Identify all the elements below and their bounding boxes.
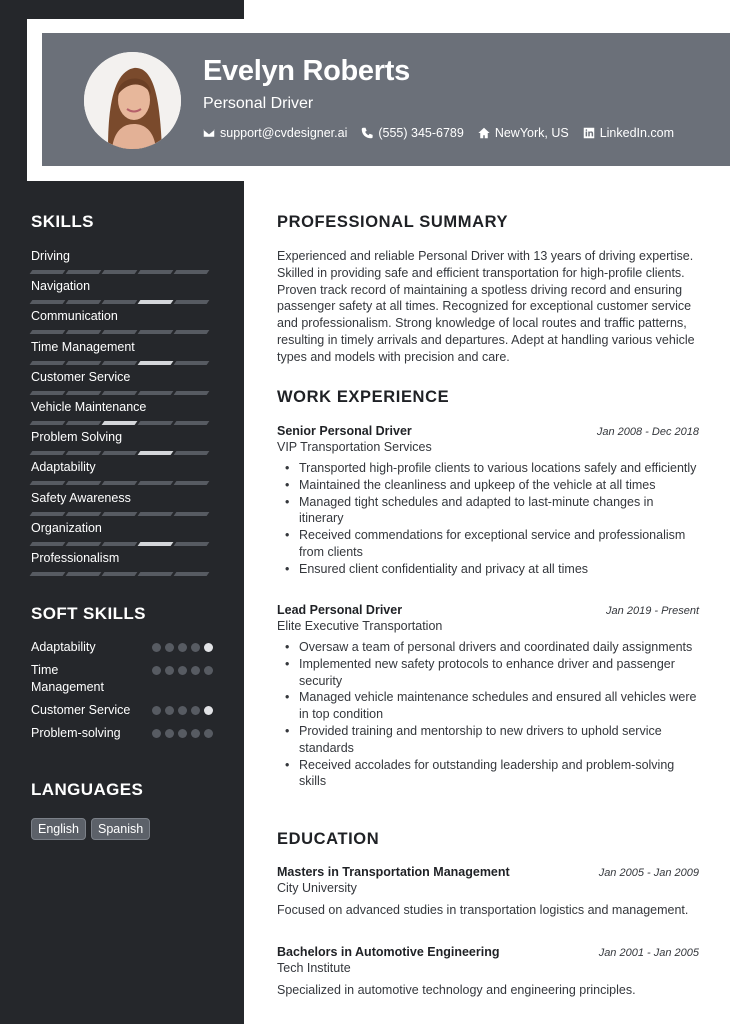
summary-text: Experienced and reliable Personal Driver with 13 years of driving expertise. Skilled in providing safe and efficient transportation for high-profile clients. Proven track record of maintaining a spotless driving record and ensuring passenger safety at all times. Recognized for exceptional customer service and professionalism. Strong knowledge of local routes and traffic patterns, resulting in timely arrivals and departures. Adept at handling various vehicle types and models with precision and care.	[277, 249, 695, 364]
languages-heading: LANGUAGES	[31, 780, 144, 799]
rating-dot	[191, 729, 200, 738]
rating-dot	[165, 729, 174, 738]
soft-skills-heading: SOFT SKILLS	[31, 604, 146, 623]
skill-level-segment	[174, 542, 210, 546]
skill-level-segment	[102, 300, 138, 304]
skill-level-segment	[30, 300, 66, 304]
rating-dot	[165, 666, 174, 675]
education-date: Jan 2005 - Jan 2009	[598, 867, 699, 879]
skill-level-bar	[31, 572, 213, 576]
skill-level-segment	[174, 421, 210, 425]
soft-skill-label: Adaptability	[31, 640, 96, 654]
skill-level-segment	[102, 481, 138, 485]
skill-item	[31, 369, 213, 399]
contact-linkedin[interactable]	[583, 126, 674, 140]
skill-level-segment	[30, 330, 66, 334]
skill-level-bar	[31, 300, 213, 304]
contact-phone-text: (555) 345-6789	[378, 126, 464, 140]
skill-item	[31, 248, 213, 278]
soft-skill-rating	[152, 725, 213, 742]
skill-level-segment	[102, 451, 138, 455]
degree-title: Masters in Transportation Management	[277, 865, 510, 879]
skill-level-segment	[174, 512, 210, 516]
skill-level-segment	[66, 361, 102, 365]
skill-level-bar	[31, 361, 213, 365]
rating-dot	[152, 729, 161, 738]
job-entry	[277, 424, 699, 578]
soft-skill-label: Problem-solving	[31, 726, 121, 740]
linkedin-icon	[583, 127, 595, 139]
skill-level-segment	[174, 361, 210, 365]
job-bullets	[277, 460, 699, 578]
skill-level-segment	[102, 361, 138, 365]
contact-list	[203, 126, 674, 140]
contact-email[interactable]	[203, 126, 347, 140]
job-bullet: • Ensured client confidentiality and privacy at all times	[277, 561, 699, 578]
skill-level-segment	[174, 270, 210, 274]
skill-item	[31, 459, 213, 489]
skill-level-segment	[30, 572, 66, 576]
skill-level-bar	[31, 330, 213, 334]
skill-item	[31, 278, 213, 308]
avatar	[84, 52, 181, 149]
skill-level-segment	[66, 330, 102, 334]
contact-phone[interactable]	[361, 126, 463, 140]
institution: City University	[277, 881, 357, 895]
soft-skill-rating	[152, 662, 213, 696]
skills-list	[31, 248, 213, 580]
skill-level-segment	[138, 542, 174, 546]
soft-skill-item	[31, 662, 213, 696]
rating-dot	[165, 706, 174, 715]
skill-label: Vehicle Maintenance	[31, 399, 147, 414]
profile-photo	[84, 52, 181, 149]
language-badge: Spanish	[91, 818, 150, 840]
rating-dot	[152, 706, 161, 715]
envelope-icon	[203, 127, 215, 139]
skill-label: Driving	[31, 249, 70, 263]
skill-label: Safety Awareness	[31, 490, 131, 505]
skill-level-segment	[138, 481, 174, 485]
education-description: Focused on advanced studies in transportation logistics and management.	[277, 903, 689, 917]
skill-level-segment	[174, 451, 210, 455]
skill-level-segment	[102, 512, 138, 516]
job-bullet: • Managed tight schedules and adapted to last-minute changes in itinerary	[277, 494, 699, 528]
rating-dot	[204, 729, 213, 738]
skill-level-segment	[66, 300, 102, 304]
skill-level-segment	[138, 572, 174, 576]
skill-level-segment	[174, 391, 210, 395]
summary-heading: PROFESSIONAL SUMMARY	[277, 213, 509, 231]
job-bullet: • Received accolades for outstanding leadership and problem-solving skills	[277, 757, 699, 791]
rating-dot	[191, 643, 200, 652]
candidate-title: Personal Driver	[203, 95, 314, 112]
candidate-name: Evelyn Roberts	[203, 55, 410, 87]
skill-level-segment	[138, 421, 174, 425]
phone-icon	[361, 127, 373, 139]
skill-label: Adaptability	[31, 460, 96, 475]
education-date: Jan 2001 - Jan 2005	[598, 947, 699, 959]
contact-email-text: support@cvdesigner.ai	[220, 126, 348, 140]
rating-dot	[191, 706, 200, 715]
skill-label: Problem Solving	[31, 430, 123, 445]
skill-level-segment	[30, 512, 66, 516]
contact-location	[478, 126, 569, 140]
language-badge: English	[31, 818, 86, 840]
skill-label: Navigation	[31, 279, 91, 294]
skill-level-bar	[31, 270, 213, 274]
skill-label: Time Management	[31, 339, 135, 354]
rating-dot	[178, 729, 187, 738]
skill-item	[31, 429, 213, 459]
skill-level-segment	[138, 300, 174, 304]
job-company: Elite Executive Transportation	[277, 619, 443, 633]
skill-level-segment	[30, 542, 66, 546]
skill-item	[31, 550, 213, 580]
rating-dot	[152, 666, 161, 675]
skill-level-segment	[30, 270, 66, 274]
skill-level-segment	[30, 481, 66, 485]
education-description: Specialized in automotive technology and engineering principles.	[277, 983, 636, 997]
skill-level-segment	[102, 421, 138, 425]
job-bullet: • Implemented new safety protocols to enhance driver and passenger security	[277, 656, 699, 690]
job-title: Senior Personal Driver	[277, 424, 412, 438]
soft-skill-label: Time Management	[31, 663, 104, 694]
job-company: VIP Transportation Services	[277, 440, 432, 454]
skill-level-segment	[30, 421, 66, 425]
skill-item	[31, 520, 213, 550]
rating-dot	[204, 706, 213, 715]
rating-dot	[204, 666, 213, 675]
job-title: Lead Personal Driver	[277, 603, 403, 617]
rating-dot	[152, 643, 161, 652]
soft-skill-label: Customer Service	[31, 703, 131, 717]
institution: Tech Institute	[277, 961, 351, 975]
skill-level-segment	[30, 361, 66, 365]
job-bullet: • Provided training and mentorship to new drivers to uphold service standards	[277, 723, 699, 757]
job-date: Jan 2008 - Dec 2018	[596, 426, 699, 438]
skill-level-segment	[66, 270, 102, 274]
job-bullet: • Maintained the cleanliness and upkeep of the vehicle at all times	[277, 477, 699, 494]
soft-skill-item	[31, 639, 213, 656]
skill-level-segment	[102, 391, 138, 395]
rating-dot	[178, 706, 187, 715]
skill-level-segment	[30, 391, 66, 395]
skills-heading: SKILLS	[31, 212, 94, 231]
skill-level-bar	[31, 421, 213, 425]
skill-level-bar	[31, 391, 213, 395]
job-bullet: • Managed vehicle maintenance schedules and ensured all vehicles were in top condition	[277, 689, 699, 723]
skill-level-bar	[31, 542, 213, 546]
contact-location-text: NewYork, US	[494, 126, 569, 140]
skill-item	[31, 399, 213, 429]
skill-level-segment	[138, 451, 174, 455]
skill-level-segment	[66, 451, 102, 455]
skill-level-segment	[102, 542, 138, 546]
skill-label: Professionalism	[31, 550, 120, 565]
job-bullet: • Transported high-profile clients to various locations safely and efficiently	[277, 460, 699, 477]
skill-level-segment	[138, 330, 174, 334]
skill-level-segment	[66, 542, 102, 546]
soft-skill-rating	[152, 702, 213, 719]
skill-level-segment	[174, 481, 210, 485]
skill-level-segment	[174, 300, 210, 304]
skill-item	[31, 308, 213, 338]
degree-title: Bachelors in Automotive Engineering	[277, 945, 500, 959]
skill-level-segment	[30, 451, 66, 455]
skill-label: Customer Service	[31, 369, 131, 384]
skill-label: Organization	[31, 520, 102, 535]
soft-skills-list	[31, 639, 213, 748]
soft-skill-item	[31, 725, 213, 742]
skill-level-segment	[138, 361, 174, 365]
experience-heading: WORK EXPERIENCE	[277, 388, 450, 406]
skill-level-segment	[138, 270, 174, 274]
skill-level-segment	[138, 512, 174, 516]
rating-dot	[178, 643, 187, 652]
job-bullet: • Received commendations for exceptional service and professionalism from clients	[277, 527, 699, 561]
skill-level-segment	[66, 512, 102, 516]
education-heading: EDUCATION	[277, 830, 380, 848]
skill-level-segment	[174, 330, 210, 334]
soft-skill-item	[31, 702, 213, 719]
contact-linkedin-text: LinkedIn.com	[599, 126, 675, 140]
skill-level-bar	[31, 481, 213, 485]
skill-level-segment	[174, 572, 210, 576]
skill-level-segment	[102, 572, 138, 576]
education-entry	[277, 865, 699, 918]
skill-item	[31, 339, 213, 369]
skill-level-segment	[102, 270, 138, 274]
job-bullet: • Oversaw a team of personal drivers and coordinated daily assignments	[277, 639, 699, 656]
education-entry	[277, 945, 699, 998]
skill-level-segment	[66, 481, 102, 485]
languages-list	[31, 818, 150, 840]
job-entry	[277, 603, 699, 790]
soft-skill-rating	[152, 639, 213, 656]
skill-level-segment	[66, 421, 102, 425]
rating-dot	[204, 643, 213, 652]
skill-level-segment	[66, 572, 102, 576]
rating-dot	[191, 666, 200, 675]
job-bullets	[277, 639, 699, 790]
skill-label: Communication	[31, 309, 118, 324]
job-date: Jan 2019 - Present	[606, 605, 699, 617]
skill-level-bar	[31, 512, 213, 516]
skill-level-bar	[31, 451, 213, 455]
rating-dot	[165, 643, 174, 652]
skill-level-segment	[102, 330, 138, 334]
rating-dot	[178, 666, 187, 675]
skill-item	[31, 490, 213, 520]
skill-level-segment	[138, 391, 174, 395]
skill-level-segment	[66, 391, 102, 395]
home-icon	[478, 127, 490, 139]
